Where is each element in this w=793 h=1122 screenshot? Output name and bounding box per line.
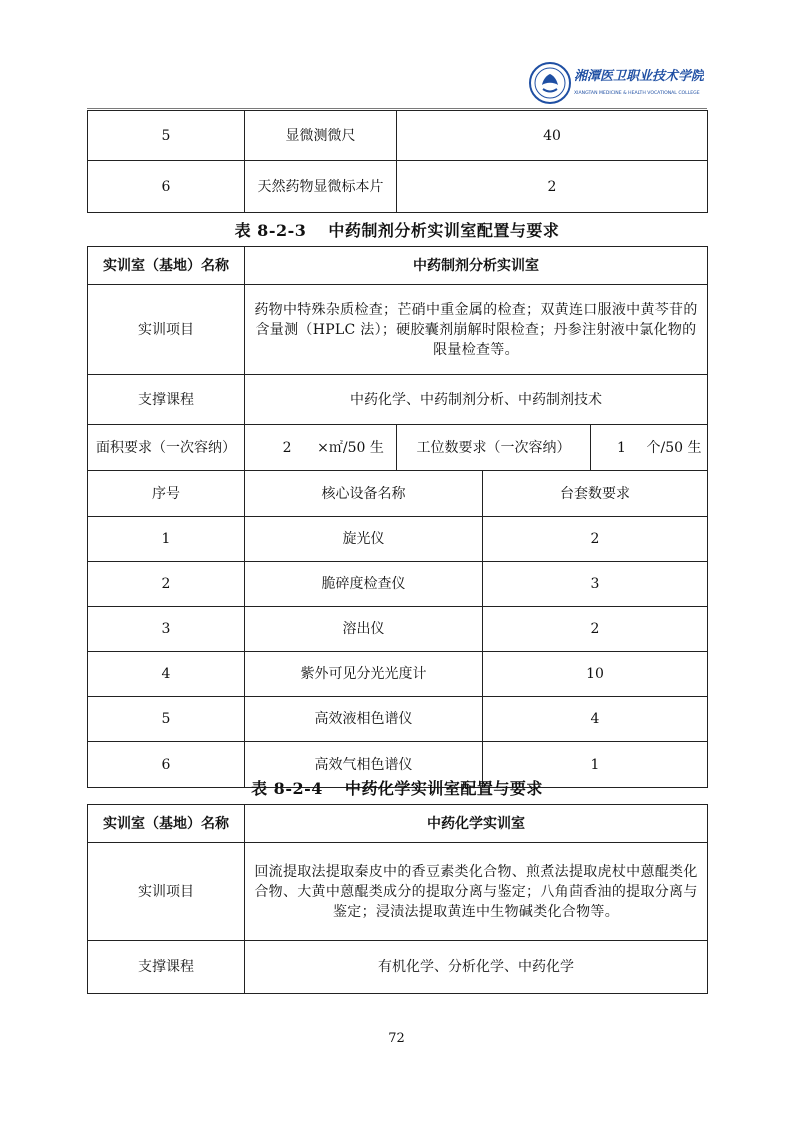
equipment-name: 天然药物显微标本片 — [245, 161, 397, 213]
area-requirement — [245, 425, 397, 471]
table-row — [88, 607, 708, 652]
area-unit: ×㎡/50 生 — [317, 439, 384, 456]
header-no: 序号 — [88, 471, 245, 517]
row-number: 3 — [88, 607, 245, 652]
course-label: 支撑课程 — [88, 941, 245, 994]
table-row — [88, 805, 708, 843]
table-row — [88, 652, 708, 697]
table-caption-8-2-3 — [87, 218, 707, 241]
table-row — [88, 375, 708, 425]
table-row — [88, 697, 708, 742]
caption-title: 中药制剂分析实训室配置与要求 — [328, 221, 560, 240]
table-row — [88, 517, 708, 562]
table-header-row — [88, 471, 708, 517]
lab-name-value: 中药制剂分析实训室 — [245, 247, 708, 285]
header-qty: 台套数要求 — [483, 471, 708, 517]
course-text: 中药化学、中药制剂分析、中药制剂技术 — [245, 375, 708, 425]
table-row — [88, 285, 708, 375]
station-requirement — [591, 425, 708, 471]
row-number: 5 — [88, 697, 245, 742]
equipment-name: 紫外可见分光光度计 — [245, 652, 483, 697]
lab-name-label: 实训室（基地）名称 — [88, 805, 245, 843]
logo-title: 湘潭医卫职业技术学院 — [574, 69, 704, 84]
equipment-qty: 2 — [483, 607, 708, 652]
project-text: 回流提取法提取秦皮中的香豆素类化合物、煎煮法提取虎杖中蒽醌类化合物、大黄中蒽醌类成分的提取分离与鉴定；八角茴香油的提取分离与鉴定；浸渍法提取黄连中生物碱类化合物等。 — [245, 843, 708, 941]
equipment-name: 脆碎度检查仪 — [245, 562, 483, 607]
table-row — [88, 562, 708, 607]
station-label: 工位数要求（一次容纳） — [397, 425, 591, 471]
row-number: 5 — [88, 111, 245, 161]
college-emblem-icon — [528, 58, 704, 108]
equipment-qty: 2 — [397, 161, 708, 213]
equipment-name: 显微测微尺 — [245, 111, 397, 161]
project-text: 药物中特殊杂质检查；芒硝中重金属的检查；双黄连口服液中黄芩苷的含量测（HPLC 法）；硬胶囊剂崩解时限检查；丹参注射液中氯化物的限量检查等。 — [245, 285, 708, 375]
row-number: 2 — [88, 562, 245, 607]
college-logo — [528, 58, 704, 108]
caption-number: 表 8-2-4 — [251, 779, 323, 798]
equipment-name: 高效气相色谱仪 — [245, 742, 483, 788]
equipment-qty: 40 — [397, 111, 708, 161]
course-label: 支撑课程 — [88, 375, 245, 425]
lab-config-table-8-2-4 — [87, 804, 708, 994]
equipment-name: 高效液相色谱仪 — [245, 697, 483, 742]
lab-config-table-8-2-3 — [87, 246, 708, 788]
row-number: 6 — [88, 742, 245, 788]
header-equipment: 核心设备名称 — [245, 471, 483, 517]
equipment-name: 旋光仪 — [245, 517, 483, 562]
row-number: 4 — [88, 652, 245, 697]
page-number: 72 — [388, 1031, 405, 1046]
project-label: 实训项目 — [88, 285, 245, 375]
table-row — [88, 247, 708, 285]
table-row — [88, 161, 708, 213]
equipment-qty: 4 — [483, 697, 708, 742]
header-divider — [87, 108, 707, 109]
logo-subtitle: XIANGTAN MEDICINE & HEALTH VOCATIONAL COLLEGE — [574, 91, 700, 96]
row-number: 6 — [88, 161, 245, 213]
caption-number: 表 8-2-3 — [234, 221, 307, 240]
project-label: 实训项目 — [88, 843, 245, 941]
equipment-qty: 3 — [483, 562, 708, 607]
equipment-qty: 2 — [483, 517, 708, 562]
station-unit: 个/50 生 — [646, 439, 702, 456]
course-text: 有机化学、分析化学、中药化学 — [245, 941, 708, 994]
table-row — [88, 425, 708, 471]
lab-name-value: 中药化学实训室 — [245, 805, 708, 843]
equipment-qty: 10 — [483, 652, 708, 697]
caption-title: 中药化学实训室配置与要求 — [344, 779, 543, 798]
equipment-qty: 1 — [483, 742, 708, 788]
table-row — [88, 843, 708, 941]
area-value: 2 — [282, 439, 292, 456]
row-number: 1 — [88, 517, 245, 562]
table-row — [88, 941, 708, 994]
equipment-name: 溶出仪 — [245, 607, 483, 652]
equipment-table-continued — [87, 110, 708, 213]
area-label: 面积要求（一次容纳） — [88, 425, 245, 471]
lab-name-label: 实训室（基地）名称 — [88, 247, 245, 285]
station-value: 1 — [617, 439, 626, 456]
table-caption-8-2-4 — [87, 776, 707, 799]
table-row — [88, 111, 708, 161]
